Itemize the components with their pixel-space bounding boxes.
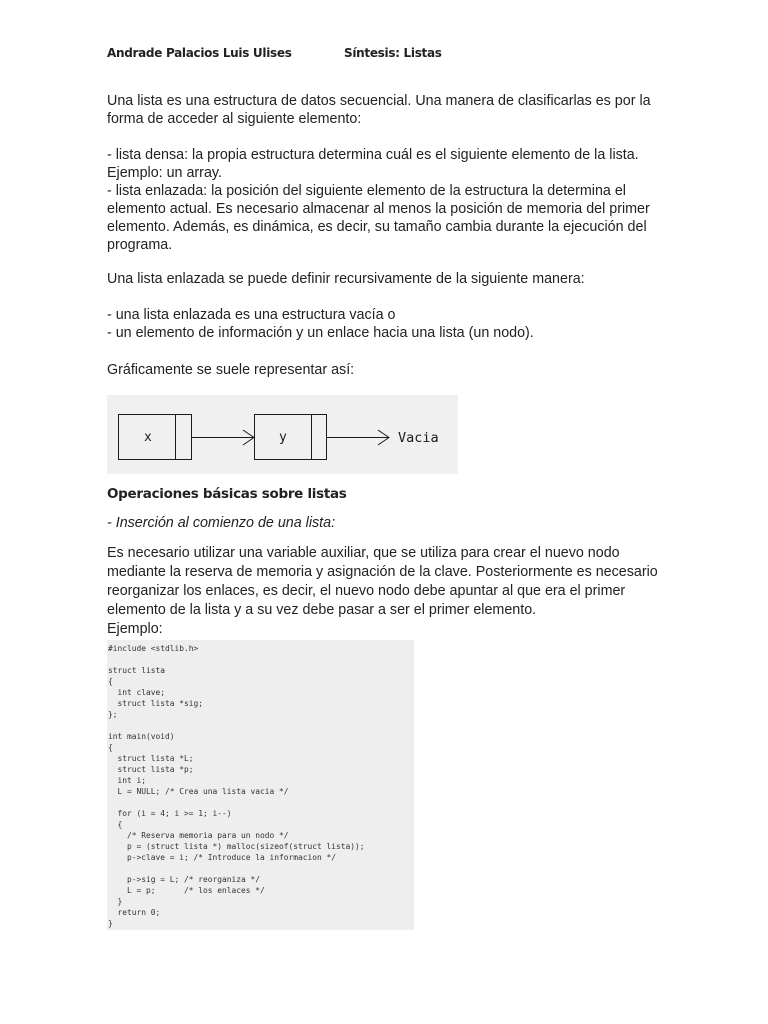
end-label: Vacia <box>398 430 439 446</box>
code-listing <box>108 643 414 929</box>
insertion-description <box>107 544 667 639</box>
author-header: Andrade Palacios Luis Ulises <box>107 46 292 60</box>
code-line: struct lista <box>108 666 166 675</box>
linked-list-svg <box>107 395 458 474</box>
code-line: int main(void) <box>108 732 175 741</box>
code-line: L = p; /* los enlaces */ <box>108 886 265 895</box>
code-line: return 0; <box>108 908 161 917</box>
example-label: Ejemplo: <box>107 621 163 637</box>
code-line: { <box>108 677 113 686</box>
dense-list-text: - lista densa: la propia estructura determina cuál es el siguiente elemento de la lista. Ejemplo: un array. <box>107 147 639 181</box>
list-types-paragraph <box>107 146 667 254</box>
node-x-box <box>119 415 192 460</box>
code-line: struct lista *p; <box>108 765 194 774</box>
linked-list-text: - lista enlazada: la posición del siguiente elemento de la estructura la determina el elemento actual. Es necesario almacenar al menos la posición de memoria del primer elemento. Además, es dinámica, es decir, su tamaño cambia durante la ejecución del programa. <box>107 183 650 253</box>
code-line: L = NULL; /* Crea una lista vacia */ <box>108 787 289 796</box>
definition-empty-text: - una lista enlazada es una estructura vacía o <box>107 307 396 323</box>
code-block <box>107 640 414 930</box>
code-line: struct lista *sig; <box>108 699 204 708</box>
node-x-label: x <box>144 430 152 445</box>
node-y-box <box>255 415 327 460</box>
section-subtitle: - Inserción al comienzo de una lista: <box>107 515 336 531</box>
code-line: int i; <box>108 776 147 785</box>
section-title: Operaciones básicas sobre listas <box>107 486 347 502</box>
code-line: { <box>108 743 113 752</box>
code-line: int clave; <box>108 688 166 697</box>
intro-text: Una lista es una estructura de datos secuencial. Una manera de clasificarlas es por la forma de acceder al siguiente elemento: <box>107 93 651 127</box>
code-line: for (i = 4; i >= 1; i--) <box>108 809 232 818</box>
code-line: /* Reserva memoria para un nodo */ <box>108 831 289 840</box>
graphic-intro-paragraph <box>107 361 667 379</box>
definition-items <box>107 306 667 342</box>
code-line: } <box>108 897 123 906</box>
code-line: p->sig = L; /* reorganiza */ <box>108 875 261 884</box>
definition-node-text: - un elemento de información y un enlace hacia una lista (un nodo). <box>107 325 534 341</box>
recursive-definition-paragraph <box>107 270 667 288</box>
code-line: #include <stdlib.h> <box>108 644 199 653</box>
insertion-text: Es necesario utilizar una variable auxiliar, que se utiliza para crear el nuevo nodo mediante la reserva de memoria y asignación de la clave. Posteriormente es necesario reorganizar los enlaces, es decir, el nuevo nodo debe apuntar al que era el primer elemento de la lista y a su vez debe pasar a ser el primer elemento. <box>107 545 658 618</box>
intro-paragraph <box>107 92 667 128</box>
code-line: p->clave = i; /* Introduce la informacion */ <box>108 853 337 862</box>
code-line: struct lista *L; <box>108 754 194 763</box>
code-line: } <box>108 919 113 928</box>
recursive-text: Una lista enlazada se puede definir recursivamente de la siguiente manera: <box>107 271 585 287</box>
graphic-text: Gráficamente se suele representar así: <box>107 362 355 378</box>
code-line: }; <box>108 710 118 719</box>
linked-list-diagram <box>107 395 458 474</box>
topic-header: Síntesis: Listas <box>344 46 442 60</box>
code-line: p = (struct lista *) malloc(sizeof(struct lista)); <box>108 842 365 851</box>
code-line: { <box>108 820 123 829</box>
node-y-label: y <box>279 430 287 445</box>
